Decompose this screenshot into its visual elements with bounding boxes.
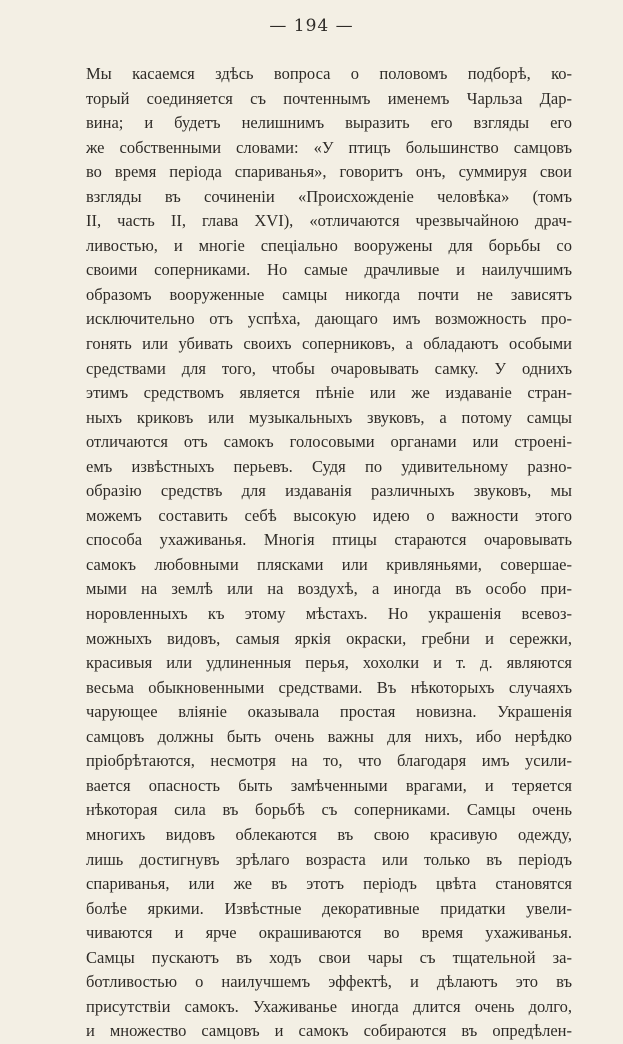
- text-line: весьма обыкновенными средствами. Въ нѣкоторыхъ случаяхъ: [86, 677, 572, 697]
- text-line: ботливостью о наилучшемъ эффектѣ, и дѣлаютъ это въ: [86, 972, 572, 992]
- text-line: норовленныхъ къ этому мѣстахъ. Но украшенія всевоз-: [86, 604, 572, 624]
- text-line: ныхъ криковъ или музыкальныхъ звуковъ, а потому самцы: [86, 407, 572, 427]
- text-line: этимъ средствомъ является пѣніе или же издаваніе стран-: [86, 383, 572, 403]
- text-line: чарующее вліяніе оказывала простая новизна. Украшенія: [86, 702, 572, 722]
- text-line: способа ухаживанья. Многія птицы стараются очаровывать: [86, 530, 572, 550]
- text-line: торый соединяется съ почтеннымъ именемъ Чарльза Дар-: [86, 88, 572, 108]
- text-line: средствами для того, чтобы очаровывать самку. У однихъ: [86, 358, 572, 378]
- text-line: красивыя или удлиненныя перья, хохолки и т. д. являются: [86, 653, 572, 673]
- text-line: можемъ составить себѣ высокую идею о важности этого: [86, 505, 572, 525]
- text-line: взгляды въ сочиненіи «Происхожденіе человѣка» (томъ: [86, 186, 572, 206]
- text-line: чиваются и ярче окрашиваются во время ухаживанья.: [86, 923, 572, 943]
- text-line: своими соперниками. Но самые драчливые и наилучшимъ: [86, 260, 572, 280]
- text-line: нѣкоторая сила въ борьбѣ съ соперниками. Самцы очень: [86, 800, 572, 820]
- text-line: спариванья, или же въ этотъ періодъ цвѣта становятся: [86, 874, 572, 894]
- text-line: самцовъ должны быть очень важны для нихъ, ибо нерѣдко: [86, 726, 572, 746]
- text-line: емъ извѣстныхъ перьевъ. Судя по удивительному разно-: [86, 456, 572, 476]
- page-number: — 194 —: [269, 16, 354, 36]
- text-line: самокъ любовными плясками или кривляньями, совершае-: [86, 554, 572, 574]
- text-line: можныхъ видовъ, самыя яркія окраски, гребни и сережки,: [86, 628, 572, 648]
- text-line: исключительно отъ успѣха, дающаго имъ возможность про-: [86, 309, 572, 329]
- text-line: вается опасность быть замѣченными врагами, и теряется: [86, 775, 572, 795]
- text-line: ливостью, и многіе спеціально вооружены для борьбы со: [86, 235, 572, 255]
- text-line: образомъ вооруженные самцы никогда почти не зависятъ: [86, 284, 572, 304]
- text-line: же собственными словами: «У птицъ большинство самцовъ: [86, 137, 572, 157]
- text-line: образію средствъ для издаванія различныхъ звуковъ, мы: [86, 481, 572, 501]
- text-line: мыми на землѣ или на воздухѣ, а иногда въ особо при-: [86, 579, 572, 599]
- text-line: Самцы пускаютъ въ ходъ свои чары съ тщательной за-: [86, 947, 572, 967]
- text-line: болѣе яркими. Извѣстные декоративные придатки увели-: [86, 898, 572, 918]
- text-line: лишь достигнувъ зрѣлаго возраста или только въ періодъ: [86, 849, 572, 869]
- body-text: [86, 62, 572, 1044]
- text-line: II, часть II, глава XVI), «отличаются чрезвычайною драч-: [86, 211, 572, 231]
- text-line: Мы касаемся здѣсь вопроса о половомъ подборѣ, ко-: [86, 64, 572, 83]
- text-line: гонять или убивать своихъ соперниковъ, а обладаютъ особыми: [86, 334, 572, 354]
- text-line: во время періода спариванья», говоритъ онъ, суммируя свои: [86, 162, 572, 182]
- text-line: отличаются отъ самокъ голосовыми органами или строені-: [86, 432, 572, 452]
- text-line: вина; и будетъ нелишнимъ выразить его взгляды его: [86, 113, 572, 133]
- text-line: многихъ видовъ облекаются въ свою красивую одежду,: [86, 824, 572, 844]
- text-line: пріобрѣтаются, несмотря на то, что благодаря имъ усили-: [86, 751, 572, 771]
- text-line: присутствіи самокъ. Ухаживанье иногда длится очень долго,: [86, 996, 572, 1016]
- text-line: и множество самцовъ и самокъ собираются въ опредѣлен-: [86, 1021, 572, 1041]
